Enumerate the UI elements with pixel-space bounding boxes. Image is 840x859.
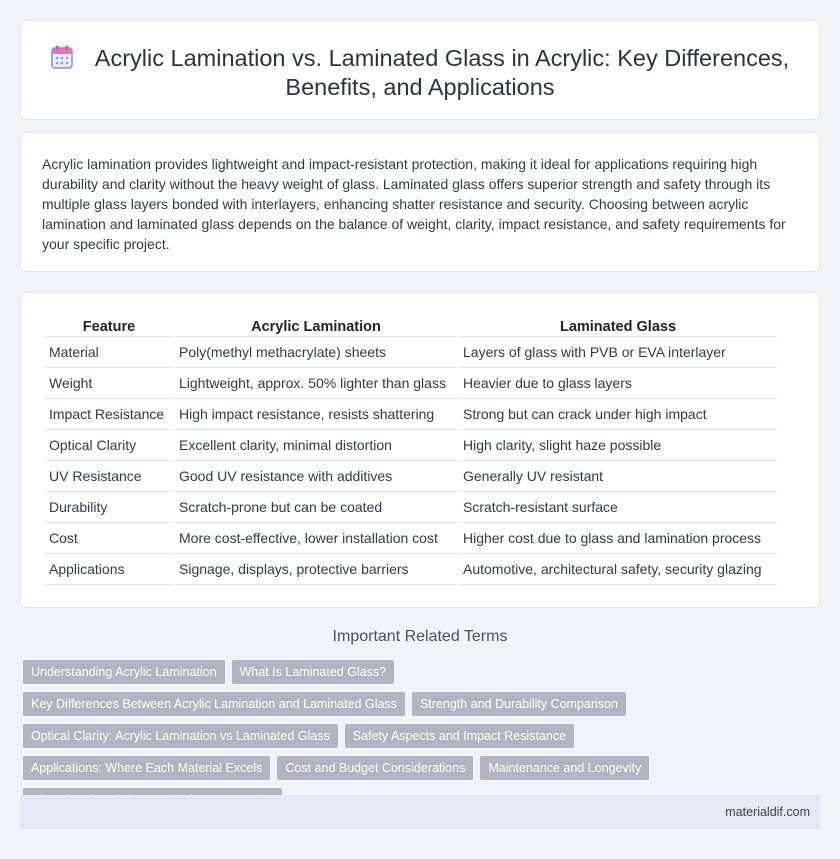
intro-paragraph: Acrylic lamination provides lightweight and impact-resistant protection, making it ideal for applications requiring high durability and clarity without the heavy weight of glass. Laminated glass offers superior strength and safety through its multiple glass layers bonded with interlayers, enhancing shatter resistance and security. Choosing between acrylic lamination and laminated glass depends on the balance of weight, clarity, impact resistance, and safety requirements for your specific project. (42, 156, 786, 252)
acrylic-cell: Poly(methyl methacrylate) sheets (175, 337, 457, 368)
page-title (21, 44, 819, 102)
table-row (45, 368, 777, 399)
glass-cell: High clarity, slight haze possible (459, 430, 777, 461)
acrylic-cell: High impact resistance, resists shattering (175, 399, 457, 430)
acrylic-cell: Excellent clarity, minimal distortion (175, 430, 457, 461)
related-term-link[interactable]: Maintenance and Longevity (480, 756, 649, 780)
calendar-icon (51, 45, 73, 69)
table-row (45, 492, 777, 523)
acrylic-cell: Good UV resistance with additives (175, 461, 457, 492)
feature-cell: Durability (45, 492, 173, 523)
footer-site-link[interactable]: materialdif.com (725, 805, 810, 819)
table-row (45, 337, 777, 368)
acrylic-cell: Lightweight, approx. 50% lighter than glass (175, 368, 457, 399)
acrylic-cell: More cost-effective, lower installation cost (175, 523, 457, 554)
feature-cell: UV Resistance (45, 461, 173, 492)
acrylic-cell: Signage, displays, protective barriers (175, 554, 457, 585)
feature-cell: Weight (45, 368, 173, 399)
related-term-link[interactable]: Key Differences Between Acrylic Lamination and Laminated Glass (23, 692, 405, 716)
feature-cell: Impact Resistance (45, 399, 173, 430)
feature-cell: Cost (45, 523, 173, 554)
glass-cell: Scratch-resistant surface (459, 492, 777, 523)
table-row (45, 430, 777, 461)
related-term-link[interactable]: Cost and Budget Considerations (277, 756, 473, 780)
comparison-card (20, 292, 820, 608)
glass-cell: Generally UV resistant (459, 461, 777, 492)
header-acrylic-lamination: Acrylic Lamination (175, 316, 457, 337)
glass-cell: Higher cost due to glass and lamination process (459, 523, 777, 554)
table-row (45, 399, 777, 430)
table-row (45, 554, 777, 585)
title-card (20, 20, 820, 120)
table-row (45, 523, 777, 554)
glass-cell: Strong but can crack under high impact (459, 399, 777, 430)
related-term-link[interactable]: Strength and Durability Comparison (412, 692, 626, 716)
related-term-link[interactable]: Optical Clarity: Acrylic Lamination vs Laminated Glass (23, 724, 338, 748)
header-feature: Feature (45, 316, 173, 337)
feature-cell: Optical Clarity (45, 430, 173, 461)
related-term-link[interactable]: What Is Laminated Glass? (232, 660, 395, 684)
related-term-link[interactable]: Understanding Acrylic Lamination (23, 660, 225, 684)
feature-cell: Applications (45, 554, 173, 585)
related-term-link[interactable]: Applications: Where Each Material Excels (23, 756, 270, 780)
feature-cell: Material (45, 337, 173, 368)
comparison-table (43, 316, 779, 585)
page-title-text: Acrylic Lamination vs. Laminated Glass in Acrylic: Key Differences, Benefits, and Applications (94, 45, 790, 100)
footer (20, 795, 820, 829)
related-term-link[interactable]: Safety Aspects and Impact Resistance (345, 724, 574, 748)
glass-cell: Heavier due to glass layers (459, 368, 777, 399)
table-header-row (45, 316, 777, 337)
glass-cell: Layers of glass with PVB or EVA interlayer (459, 337, 777, 368)
related-terms-title: Important Related Terms (332, 628, 508, 645)
table-row (45, 461, 777, 492)
intro-card (20, 132, 820, 272)
acrylic-cell: Scratch-prone but can be coated (175, 492, 457, 523)
glass-cell: Automotive, architectural safety, security glazing (459, 554, 777, 585)
header-laminated-glass: Laminated Glass (459, 316, 777, 337)
